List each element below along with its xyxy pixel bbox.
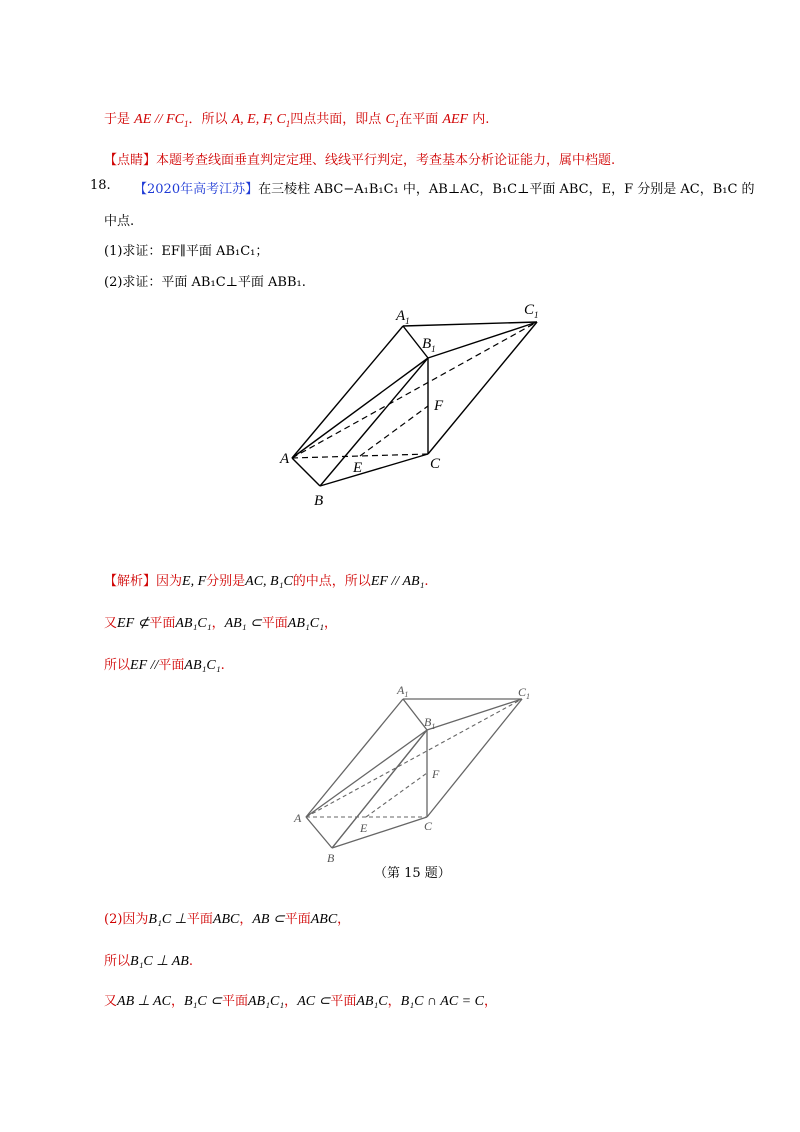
math-expr: ABC bbox=[212, 912, 240, 927]
question-number: 18. bbox=[90, 178, 111, 193]
math-expr: B₁C ⊥ AB bbox=[130, 954, 189, 969]
label2-B: B bbox=[327, 851, 335, 865]
math-expr: AEF bbox=[442, 112, 469, 127]
question-stem bbox=[134, 178, 755, 197]
math-expr: B₁C ⊥ bbox=[148, 912, 187, 927]
text: 平面 bbox=[149, 616, 176, 631]
text: 平面 bbox=[330, 994, 357, 1009]
math-expr: A, E, F, $C_1$ bbox=[231, 112, 291, 129]
label2-B1: $B_1$ bbox=[424, 715, 436, 731]
math-expr: B₁C ⊂ bbox=[183, 994, 222, 1009]
text: . bbox=[220, 658, 225, 673]
solution-line-3 bbox=[104, 654, 225, 674]
text: ， bbox=[239, 912, 253, 927]
text: 平面 bbox=[284, 912, 311, 927]
math-expr: EF // bbox=[130, 658, 159, 673]
text: 内. bbox=[472, 112, 490, 127]
text: ， bbox=[170, 994, 184, 1009]
text: ， bbox=[284, 994, 298, 1009]
text: 所以 bbox=[104, 658, 131, 673]
label2-A1: $A_1$ bbox=[397, 683, 409, 699]
text: 的中点，所以 bbox=[292, 574, 371, 589]
text: 平面 bbox=[261, 616, 288, 631]
text: 平面 bbox=[186, 912, 213, 927]
text: . bbox=[424, 574, 429, 589]
math-expr: B₁C ∩ AC = C bbox=[400, 994, 484, 1009]
math-expr: AB₁C bbox=[356, 994, 388, 1009]
text: 平面 bbox=[221, 994, 248, 1009]
text: ， bbox=[323, 616, 337, 631]
label-E: E bbox=[353, 460, 363, 476]
text: 所以 bbox=[104, 954, 131, 969]
text: ， bbox=[387, 994, 401, 1009]
text: 四点共面，即点 bbox=[290, 112, 382, 127]
label-A1: $A_1$ bbox=[396, 308, 410, 326]
solution-line-1 bbox=[104, 570, 429, 590]
math-expr: AB ⊥ AC bbox=[117, 994, 171, 1009]
text: 在平面 bbox=[399, 112, 439, 127]
math-expr: AE // $FC_1$ bbox=[134, 112, 189, 129]
text: ， bbox=[337, 912, 351, 927]
question-source: 【2020年高考江苏】 bbox=[134, 182, 259, 197]
conclusion-line bbox=[104, 108, 489, 129]
math-expr: EF ⊄ bbox=[117, 616, 150, 631]
math-expr: AB₁ ⊂ bbox=[224, 616, 262, 631]
math-expr: AC, B₁C bbox=[245, 574, 293, 589]
comment-line: 【点睛】本题考查线面垂直判定定理、线线平行判定，考查基本分析论证能力，属中档题. bbox=[104, 153, 616, 168]
solution-line-2 bbox=[104, 612, 337, 632]
label-A: A bbox=[280, 451, 290, 467]
text: (2)因为 bbox=[104, 912, 149, 927]
label-C1: $C_1$ bbox=[524, 302, 539, 320]
label-F: F bbox=[434, 398, 444, 414]
text: 又 bbox=[104, 994, 118, 1009]
label-C: C bbox=[430, 456, 441, 472]
part2-line-3 bbox=[104, 990, 497, 1010]
text: . bbox=[188, 954, 193, 969]
part2-line-1 bbox=[104, 908, 350, 928]
text: 【解析】因为 bbox=[104, 574, 183, 589]
question-part2: (2)求证：平面 AB₁C⊥平面 ABB₁. bbox=[104, 275, 306, 290]
text: 分别是 bbox=[206, 574, 246, 589]
math-expr: AB₁C₁ bbox=[247, 994, 285, 1009]
text: ．所以 bbox=[188, 112, 228, 127]
math-expr: AB₁C₁ bbox=[175, 616, 212, 631]
text: ， bbox=[483, 994, 497, 1009]
stem-text: 在三棱柱 ABC−A₁B₁C₁ 中，AB⊥AC，B₁C⊥平面 ABC，E，F 分别是 AC，B₁C 的 bbox=[258, 182, 755, 197]
part2-line-2 bbox=[104, 950, 193, 970]
label2-F: F bbox=[432, 767, 440, 781]
question-stem-cont: 中点. bbox=[104, 214, 135, 229]
text: 平面 bbox=[158, 658, 185, 673]
text: 于是 bbox=[104, 112, 131, 127]
label2-C: C bbox=[424, 819, 433, 833]
math-expr: AB₁C₁ bbox=[184, 658, 221, 673]
label2-E: E bbox=[360, 821, 368, 835]
text: 又 bbox=[104, 616, 118, 631]
math-expr: AB₁C₁ bbox=[287, 616, 324, 631]
text: ， bbox=[211, 616, 225, 631]
math-expr: $C_1$ bbox=[385, 112, 400, 129]
math-expr: ABC bbox=[310, 912, 338, 927]
figure-caption: （第 15 题） bbox=[374, 866, 451, 881]
math-expr: AB ⊂ bbox=[252, 912, 285, 927]
label-B1: $B_1$ bbox=[422, 336, 436, 354]
math-expr: E, F bbox=[182, 574, 207, 589]
math-expr: EF // AB₁ bbox=[370, 574, 425, 589]
math-expr: AC ⊂ bbox=[297, 994, 331, 1009]
label2-C1: $C_1$ bbox=[518, 685, 531, 701]
label2-A: A bbox=[294, 811, 302, 825]
label-B: B bbox=[314, 493, 324, 509]
question-part1: (1)求证：EF∥平面 AB₁C₁； bbox=[104, 244, 269, 259]
